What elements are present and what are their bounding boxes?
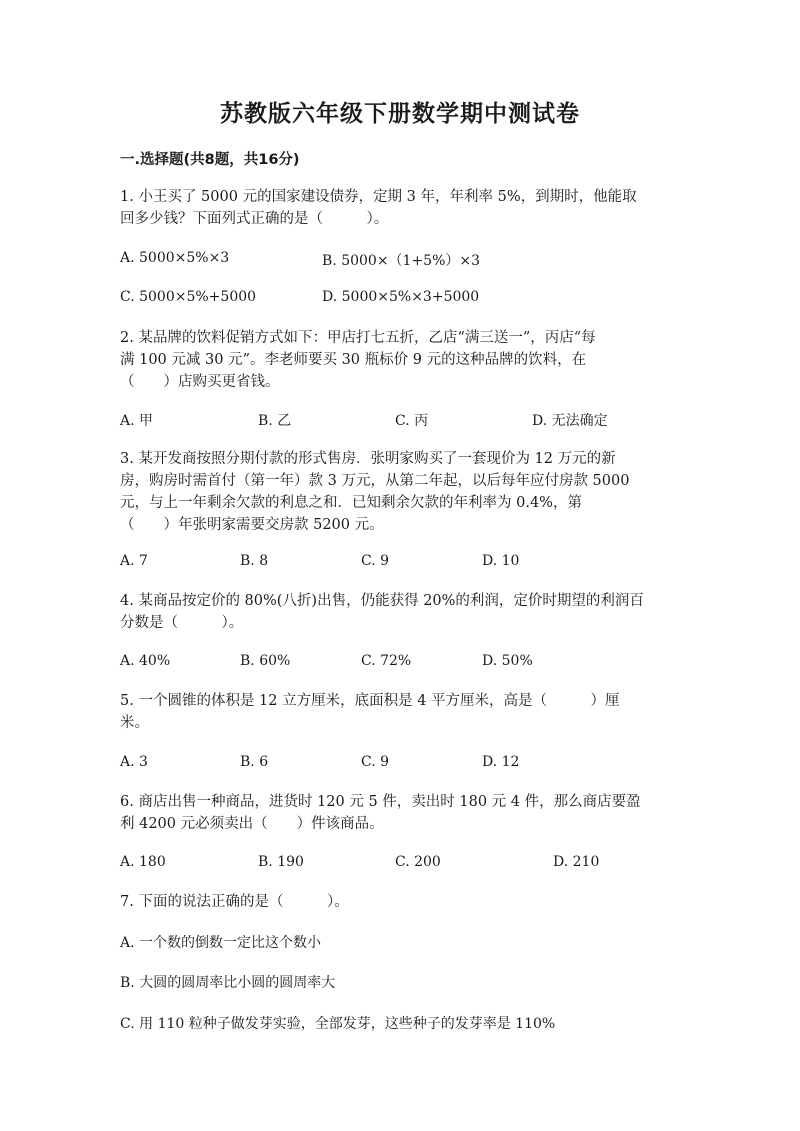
option-b: B. 8 <box>240 553 269 569</box>
option-d: D. 无法确定 <box>532 413 608 429</box>
question-5 <box>120 690 680 734</box>
option-c: C. 72% <box>361 653 412 669</box>
question-line: 回多少钱？下面列式正确的是（ ）。 <box>120 211 389 227</box>
question-line: 房，购房时需首付（第一年）款 3 万元，从第二年起，以后每年应付房款 5000 <box>120 473 630 489</box>
question-line: 1. 小王买了 5000 元的国家建设债券，定期 3 年，年利率 5%，到期时，他能取 <box>120 189 637 205</box>
section-heading: 一.选择题(共8题，共16分) <box>120 152 300 168</box>
question-line: 分数是（ ）。 <box>120 615 244 631</box>
option-b: B. 乙 <box>258 413 292 429</box>
question-4 <box>120 590 680 634</box>
option-c: C. 9 <box>361 553 390 569</box>
question-line: 4. 某商品按定价的 80%(八折)出售，仍能获得 20%的利润，定价时期望的利润百 <box>120 593 644 609</box>
option-b: B. 5000×（1+5%）×3 <box>322 253 481 269</box>
question-6 <box>120 791 680 835</box>
option-d: D. 210 <box>553 854 600 870</box>
option-b: B. 190 <box>258 854 304 870</box>
question-line: 元，与上一年剩余欠款的利息之和．已知剩余欠款的年利率为 0.4%，第 <box>120 495 582 511</box>
question-line: 6. 商店出售一种商品，进货时 120 元 5 件，卖出时 180 元 4 件，那么商店要盈 <box>120 794 641 810</box>
question-line: 7. 下面的说法正确的是（ ）。 <box>120 894 349 910</box>
option-b: B. 6 <box>240 754 269 770</box>
option-a: A. 7 <box>120 553 148 569</box>
question-7 <box>120 891 680 913</box>
question-line: 利 4200 元必须卖出（ ）件该商品。 <box>120 816 384 832</box>
option-c: C. 9 <box>361 754 390 770</box>
question-line: 5. 一个圆锥的体积是 12 立方厘米，底面积是 4 平方厘米，高是（ ）厘 <box>120 693 620 709</box>
option-d: D. 10 <box>482 553 520 569</box>
option-a: A. 甲 <box>120 413 154 429</box>
option-c: C. 200 <box>395 854 441 870</box>
question-line: （ ）年张明家需要交房款 5200 元。 <box>120 517 384 533</box>
question-2 <box>120 327 680 393</box>
option-d: D. 5000×5%×3+5000 <box>322 289 480 305</box>
question-line: （ ）店购买更省钱。 <box>120 374 280 390</box>
question-3 <box>120 448 680 536</box>
question-line: 满 100 元减 30 元”。李老师要买 30 瓶标价 9 元的这种品牌的饮料，在 <box>120 352 587 368</box>
option-c: C. 用 110 粒种子做发芽实验，全部发芽，这些种子的发芽率是 110% <box>120 1016 556 1032</box>
option-c: C. 丙 <box>395 413 429 429</box>
question-line: 2. 某品牌的饮料促销方式如下：甲店打七五折，乙店“满三送一”，丙店“每 <box>120 330 596 346</box>
option-d: D. 50% <box>482 653 533 669</box>
option-a: A. 40% <box>120 653 171 669</box>
option-a: A. 3 <box>120 754 148 770</box>
option-a: A. 一个数的倒数一定比这个数小 <box>120 935 322 951</box>
option-b: B. 大圆的圆周率比小圆的圆周率大 <box>120 975 336 991</box>
option-c: C. 5000×5%+5000 <box>120 289 257 305</box>
option-a: A. 180 <box>120 854 166 870</box>
option-b: B. 60% <box>240 653 291 669</box>
question-line: 3. 某开发商按照分期付款的形式售房．张明家购买了一套现价为 12 万元的新 <box>120 451 616 467</box>
question-1 <box>120 186 680 230</box>
page-title: 苏教版六年级下册数学期中测试卷 <box>220 101 580 127</box>
option-a: A. 5000×5%×3 <box>120 250 230 266</box>
question-line: 米。 <box>120 715 149 731</box>
option-d: D. 12 <box>482 754 520 770</box>
